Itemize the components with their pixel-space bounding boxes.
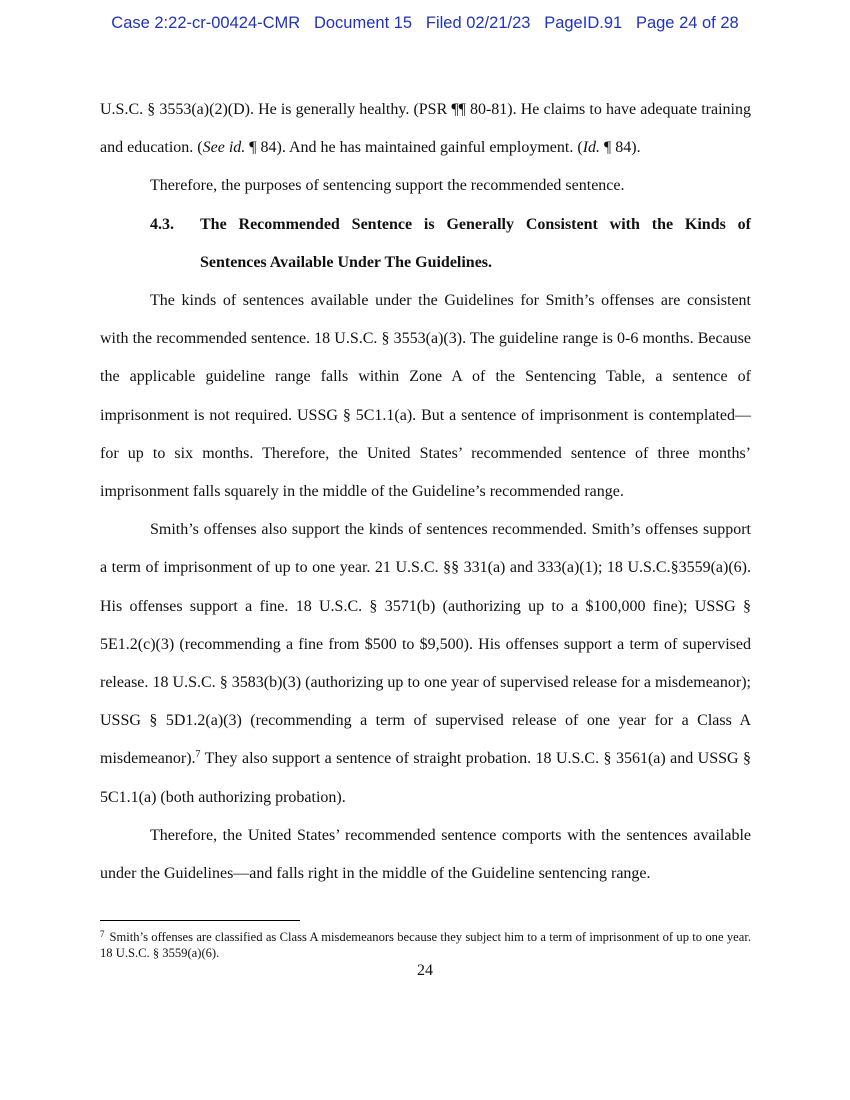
paragraph-continuation: U.S.C. § 3553(a)(2)(D). He is generally healthy. (PSR ¶¶ 80-81). He claims to have adequate training and education. (See id. ¶ 84). And he has maintained gainful employment. (Id. ¶ 84).	[100, 101, 751, 157]
paragraph-conclusion: Therefore, the United States’ recommended sentence comports with the sentences available under the Guidelines—and falls right in the middle of the Guideline sentencing range.	[100, 826, 751, 883]
citation-id: Id.	[582, 139, 601, 157]
footnote-reference[interactable]: 7	[195, 749, 201, 761]
page-id: PageID.91	[544, 14, 623, 32]
page-number: 24	[417, 962, 433, 979]
paragraph-purposes: Therefore, the purposes of sentencing support the recommended sentence.	[150, 177, 625, 195]
citation-see-id: See id.	[202, 139, 246, 157]
filed-date: Filed 02/21/23	[425, 14, 531, 32]
section-title: The Recommended Sentence is Generally Consistent with the Kinds of Sentences Available Under The Guidelines.	[200, 215, 751, 271]
paragraph-kinds-of-sentences: The kinds of sentences available under the Guidelines for Smith’s offenses are consistent with the recommended sentence. 18 U.S.C. § 3553(a)(3). The guideline range is 0-6 months. Because the applicable guideline range falls within Zone A of the Sentencing Table, a sentence of imprisonment is not required. USSG § 5C1.1(a). But a sentence of imprisonment is contemplated—for up to six months. Therefore, the United States’ recommended sentence of three months’ imprisonment falls squarely in the middle of the Guideline’s recommended range.	[100, 292, 751, 501]
footnote	[100, 929, 751, 961]
footnote-text: Smith’s offenses are classified as Class A misdemeanors because they subject him to a term of imprisonment of up to one year. 18 U.S.C. § 3559(a)(6).	[100, 930, 751, 960]
document-body	[100, 91, 751, 893]
ecf-header	[0, 14, 850, 33]
paragraph-offenses-support: Smith’s offenses also support the kinds of sentences recommended. Smith’s offenses support a term of imprisonment of up to one year. 21 U.S.C. §§ 331(a) and 333(a)(1); 18 U.S.C.§3559(a)(6). His offenses support a fine. 18 U.S.C. § 3571(b) (authorizing up to a $100,000 fine); USSG § 5E1.2(c)(3) (recommending a fine from $500 to $9,500). His offenses support a term of supervised release. 18 U.S.C. § 3583(b)(3) (authorizing up to one year of supervised release for a misdemeanor); USSG § 5D1.2(a)(3) (recommending a term of supervised release of one year for a Class A misdemeanor).$^7$ They also support a sentence of straight probation. 18 U.S.C. § 3561(a) and USSG § 5C1.1(a) (both authorizing probation).	[100, 521, 751, 806]
case-number: Case 2:22-cr-00424-CMR	[111, 14, 301, 32]
section-number: 4.3.	[150, 215, 174, 233]
document-number: Document 15	[313, 14, 413, 32]
footnote-number: 7	[100, 929, 105, 939]
page-of: Page 24 of 28	[635, 14, 739, 32]
footnote-divider	[100, 920, 300, 921]
section-heading	[100, 206, 751, 282]
